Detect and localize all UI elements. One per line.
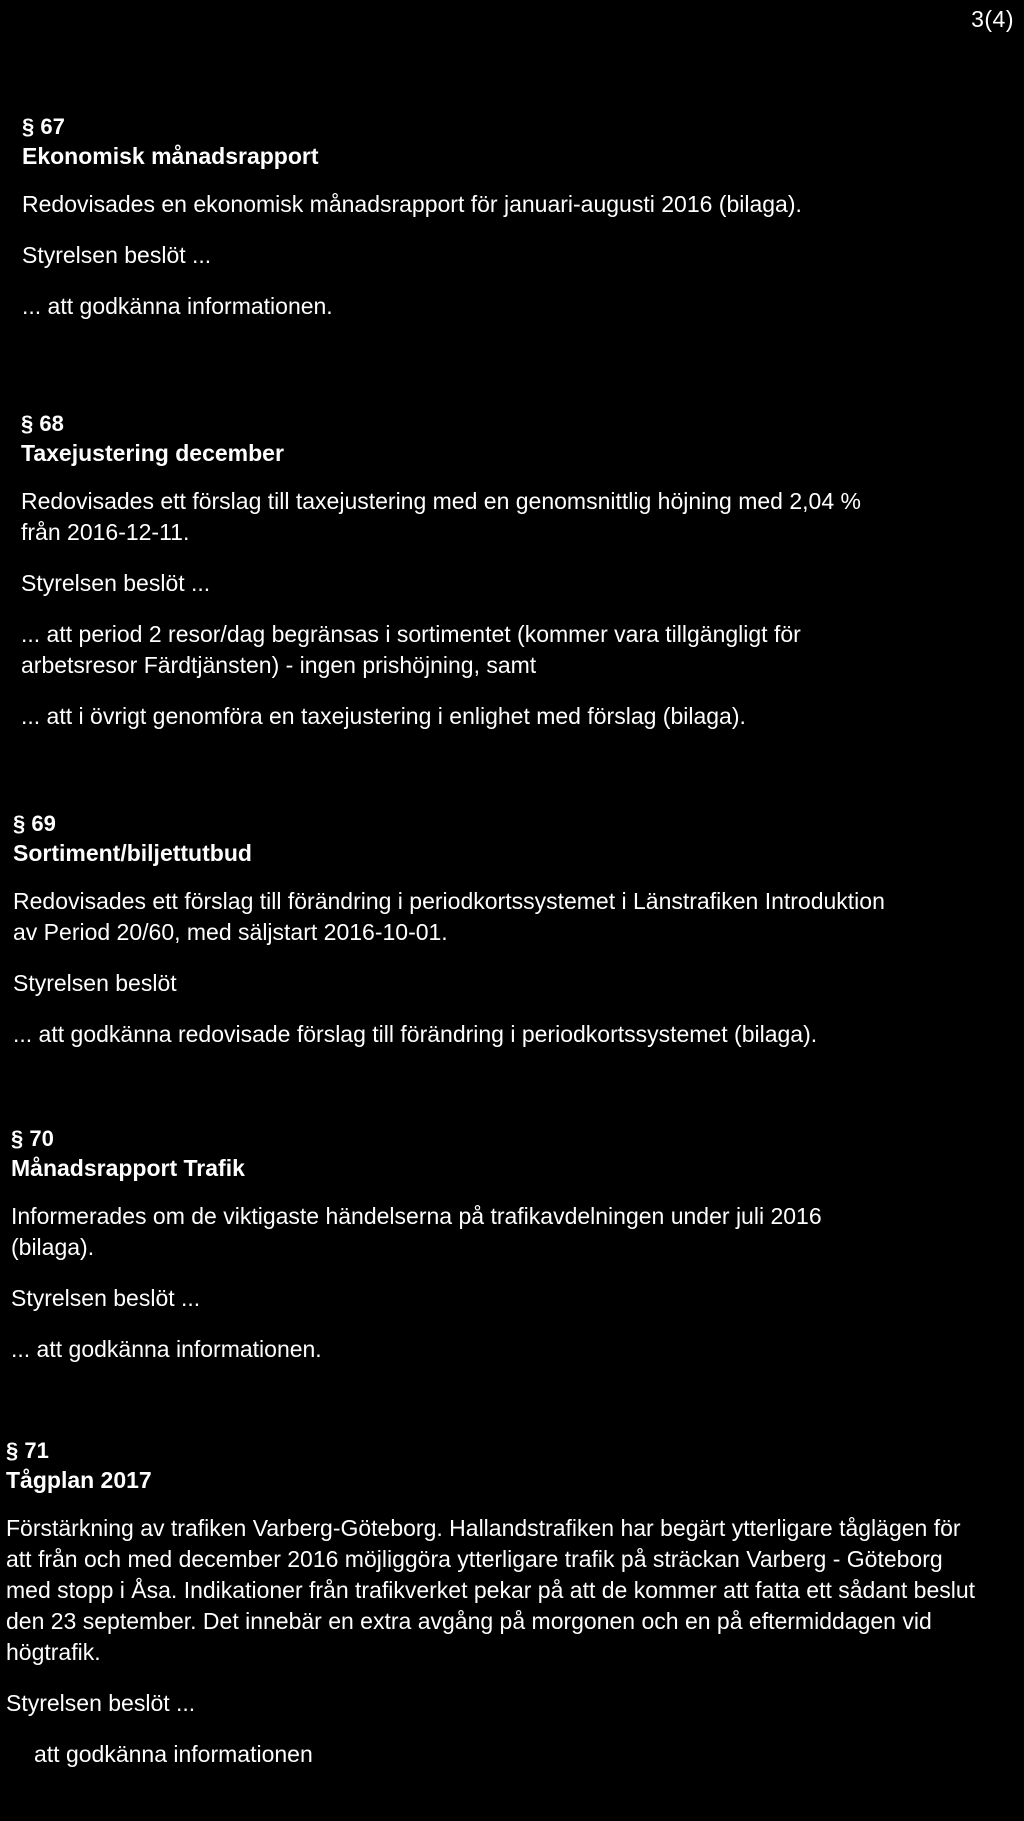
paragraph: Redovisades ett förslag till taxejustering med en genomsnittlig höjning med 2,04 % från 2016-12-11.	[21, 488, 861, 545]
paragraph: ... att godkänna redovisade förslag till förändring i periodkortssystemet (bilaga).	[13, 1021, 818, 1047]
section-title: Månadsrapport Trafik	[11, 1155, 245, 1181]
paragraph: Redovisades ett förslag till förändring i periodkortssystemet i Länstrafiken Introduktion av Period 20/60, med säljstart 2016-10-01.	[13, 888, 885, 945]
section-number: § 68	[21, 411, 64, 436]
section-71	[6, 1437, 991, 1770]
paragraph: ... att period 2 resor/dag begränsas i sortimentet (kommer vara tillgängligt för arbetsresor Färdtjänsten) - ingen prishöjning, samt	[21, 621, 801, 678]
section-title: Ekonomisk månadsrapport	[22, 143, 319, 169]
section-67	[22, 113, 1002, 322]
section-69	[13, 810, 893, 1050]
section-number: § 69	[13, 811, 56, 836]
paragraph: Styrelsen beslöt ...	[11, 1285, 201, 1311]
paragraph: Styrelsen beslöt ...	[22, 242, 212, 268]
paragraph: ... att godkänna informationen.	[22, 293, 333, 319]
section-title: Sortiment/biljettutbud	[13, 840, 252, 866]
section-title: Taxejustering december	[21, 440, 284, 466]
paragraph: Styrelsen beslöt ...	[21, 570, 211, 596]
section-title: Tågplan 2017	[6, 1467, 152, 1493]
paragraph: ... att godkänna informationen.	[11, 1336, 322, 1362]
paragraph: Redovisades en ekonomisk månadsrapport för januari-augusti 2016 (bilaga).	[22, 191, 802, 217]
section-68	[21, 410, 881, 732]
section-number: § 67	[22, 114, 65, 139]
section-number: § 71	[6, 1438, 49, 1463]
section-number: § 70	[11, 1126, 54, 1151]
paragraph: Styrelsen beslöt	[13, 970, 177, 996]
paragraph: ... att i övrigt genomföra en taxejustering i enlighet med förslag (bilaga).	[21, 703, 746, 729]
paragraph: Styrelsen beslöt ...	[6, 1690, 196, 1716]
page-number: 3(4)	[971, 6, 1014, 32]
paragraph: Informerades om de viktigaste händelserna på trafikavdelningen under juli 2016 (bilaga).	[11, 1203, 822, 1260]
section-70	[11, 1125, 861, 1365]
paragraph: Förstärkning av trafiken Varberg-Göteborg. Hallandstrafiken har begärt ytterligare tåglägen för att från och med december 2016 möjliggöra ytterligare trafik på sträckan Varberg - Göteborg med stopp i Åsa. Indikationer från trafikverket pekar på att de kommer att fatta ett sådant beslut den 23 september. Det innebär en extra avgång på morgonen och en på eftermiddagen vid högtrafik.	[6, 1515, 976, 1665]
paragraph: att godkänna informationen	[34, 1741, 313, 1767]
